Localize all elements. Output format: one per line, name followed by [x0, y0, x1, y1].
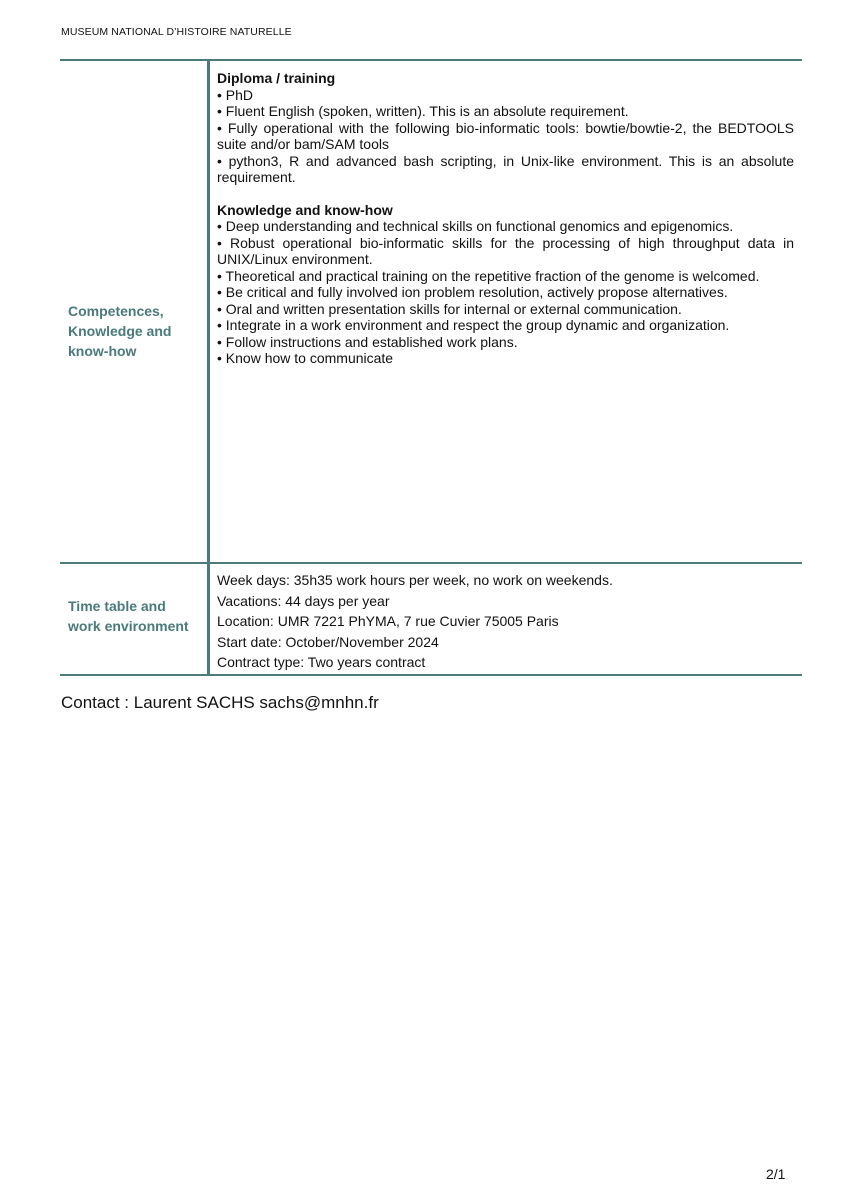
timetable-line: Location: UMR 7221 PhYMA, 7 rue Cuvier 75005 Paris: [217, 613, 559, 629]
knowledge-item: • Robust operational bio-informatic skills for the processing of high throughput data in UNIX/Linux environment.: [217, 234, 794, 267]
knowledge-item: • Follow instructions and established work plans.: [217, 333, 518, 350]
competences-row: [60, 61, 802, 564]
knowledge-item: • Deep understanding and technical skills on functional genomics and epigenomics.: [217, 218, 734, 234]
timetable-label: Time table and work environment: [68, 598, 189, 634]
knowledge-item: • Integrate in a work environment and respect the group dynamic and organization.: [217, 317, 730, 333]
timetable-content: [210, 564, 802, 674]
timetable-line: Vacations: 44 days per year: [217, 592, 390, 609]
competences-label: Competences, Knowledge and know-how: [68, 302, 172, 359]
knowledge-item: • Be critical and fully involved ion problem resolution, actively propose alternatives.: [217, 284, 728, 300]
timetable-line: Start date: October/November 2024: [217, 633, 439, 650]
timetable-label-cell: [60, 564, 210, 674]
diploma-item: • PhD: [217, 86, 254, 103]
diploma-title: Diploma / training: [217, 70, 336, 86]
diploma-item: • Fluent English (spoken, written). This is an absolute requirement.: [217, 103, 629, 119]
diploma-item: • Fully operational with the following bio-informatic tools: bowtie/bowtie-2, the BEDTOOLS suite and/or bam/SAM tools: [217, 119, 794, 152]
diploma-item: • python3, R and advanced bash scripting, in Unix-like environment. This is an absolute requirement.: [217, 152, 794, 185]
institution-header: MUSEUM NATIONAL D’HISTOIRE NATURELLE: [61, 26, 292, 38]
timetable-line: Contract type: Two years contract: [217, 654, 426, 670]
competences-content: [210, 61, 802, 562]
page-number: 2/1: [766, 1166, 786, 1182]
timetable-line: Week days: 35h35 work hours per week, no work on weekends.: [217, 572, 613, 588]
knowledge-item: • Know how to communicate: [217, 350, 394, 366]
competences-label-cell: [60, 61, 210, 562]
knowledge-item: • Oral and written presentation skills for internal or external communication.: [217, 300, 682, 317]
job-details-table: [60, 59, 802, 676]
knowledge-item: • Theoretical and practical training on the repetitive fraction of the genome is welcomed.: [217, 267, 760, 284]
contact-line: Contact : Laurent SACHS sachs@mnhn.fr: [61, 693, 379, 712]
knowledge-title: Knowledge and know-how: [217, 201, 393, 218]
timetable-row: [60, 564, 802, 676]
